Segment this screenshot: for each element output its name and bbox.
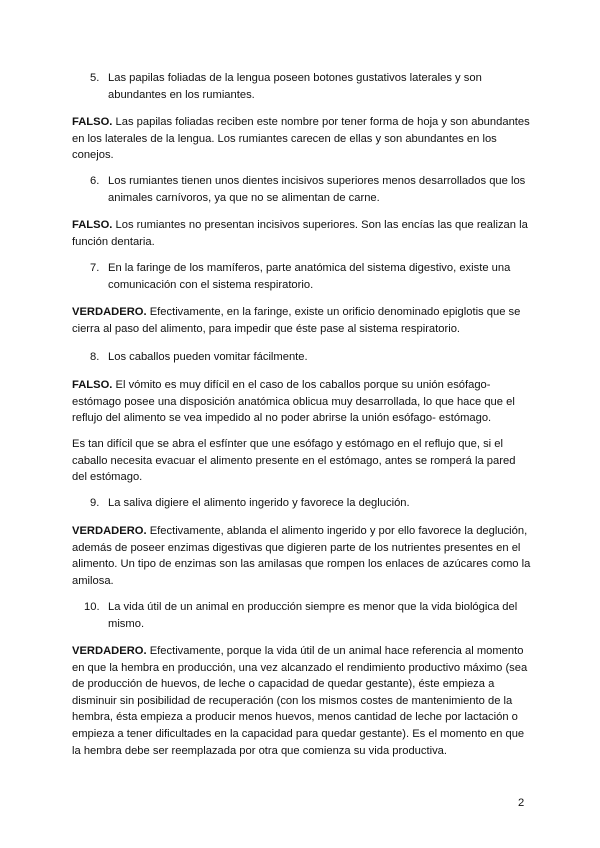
question-number: 10. — [84, 601, 100, 613]
question-6 — [90, 173, 530, 207]
question-10 — [84, 599, 530, 633]
answer-10 — [72, 643, 532, 759]
answer-8 — [72, 377, 532, 427]
question-7 — [90, 260, 530, 294]
answer-text: El vómito es muy difícil en el caso de los caballos porque su unión esófago-estómago posee una disposición anatómica oblicua muy desarrollada, lo que hace que el reflujo del alimento se vea impedido al no poder abrirse la unión esófago- estómago. — [72, 379, 515, 425]
question-5 — [90, 70, 530, 104]
question-number: 5. — [90, 72, 100, 84]
question-number: 8. — [90, 351, 100, 363]
answer-6 — [72, 217, 532, 250]
question-8 — [90, 349, 530, 366]
answer-verdict: VERDADERO. — [72, 645, 147, 657]
question-number: 7. — [90, 262, 100, 274]
answer-7 — [72, 304, 532, 337]
answer-text: Es tan difícil que se abra el esfínter que une esófago y estómago en el reflujo que, si el caballo necesita evacuar el alimento presente en el estómago, antes se romperá la pared del estómago. — [72, 438, 516, 484]
answer-text: Efectivamente, porque la vida útil de un animal hace referencia al momento en que la hembra en producción, una vez alcanzado el rendimiento productivo máximo (sea de producción de huevos, de leche o capacidad de quedar gestante), éste empieza a disminuir sin posibilidad de recuperación (con los mismos costes de mantenimiento de la hembra, ésta empieza a producir menos huevos, menos cantidad de leche por lactación o empieza a tener dificultades en la capacidad para quedar gestante). Es el momento en que la hembra debe ser reemplazada por otra que comienza su vida productiva. — [72, 645, 528, 757]
question-9 — [90, 495, 530, 512]
answer-9 — [72, 523, 532, 589]
page-number: 2 — [518, 797, 525, 809]
question-text: La vida útil de un animal en producción siempre es menor que la vida biológica del mismo. — [108, 601, 518, 630]
question-text: La saliva digiere el alimento ingerido y favorece la deglución. — [108, 497, 410, 509]
question-text: En la faringe de los mamíferos, parte anatómica del sistema digestivo, existe una comunicación con el sistema respiratorio. — [108, 262, 511, 291]
question-text: Los caballos pueden vomitar fácilmente. — [108, 351, 308, 363]
answer-text: Las papilas foliadas reciben este nombre por tener forma de hoja y son abundantes en los laterales de la lengua. Los rumiantes carecen de ellas y son abundantes en los conejos. — [72, 116, 530, 162]
answer-text: Efectivamente, en la faringe, existe un orificio denominado epiglotis que se cierra al paso del alimento, para impedir que éste pase al sistema respiratorio. — [72, 306, 521, 335]
answer-verdict: VERDADERO. — [72, 306, 147, 318]
question-number: 6. — [90, 175, 100, 187]
answer-verdict: VERDADERO. — [72, 525, 147, 537]
answer-8-continuation — [72, 436, 532, 486]
answer-verdict: FALSO. — [72, 116, 113, 128]
answer-5 — [72, 114, 532, 164]
question-text: Las papilas foliadas de la lengua poseen botones gustativos laterales y son abundantes en los rumiantes. — [108, 72, 482, 101]
answer-verdict: FALSO. — [72, 219, 113, 231]
answer-text: Los rumiantes no presentan incisivos superiores. Son las encías las que realizan la función dentaria. — [72, 219, 528, 248]
question-number: 9. — [90, 497, 100, 509]
question-text: Los rumiantes tienen unos dientes incisivos superiores menos desarrollados que los animales carnívoros, ya que no se alimentan de carne. — [108, 175, 526, 204]
answer-verdict: FALSO. — [72, 379, 113, 391]
answer-text: Efectivamente, ablanda el alimento ingerido y por ello favorece la deglución, además de poseer enzimas digestivas que digieren parte de los nutrientes presentes en el alimento. Un tipo de enzimas son las amilasas que rompen los enlaces de azúcares como la amilosa. — [72, 525, 531, 587]
